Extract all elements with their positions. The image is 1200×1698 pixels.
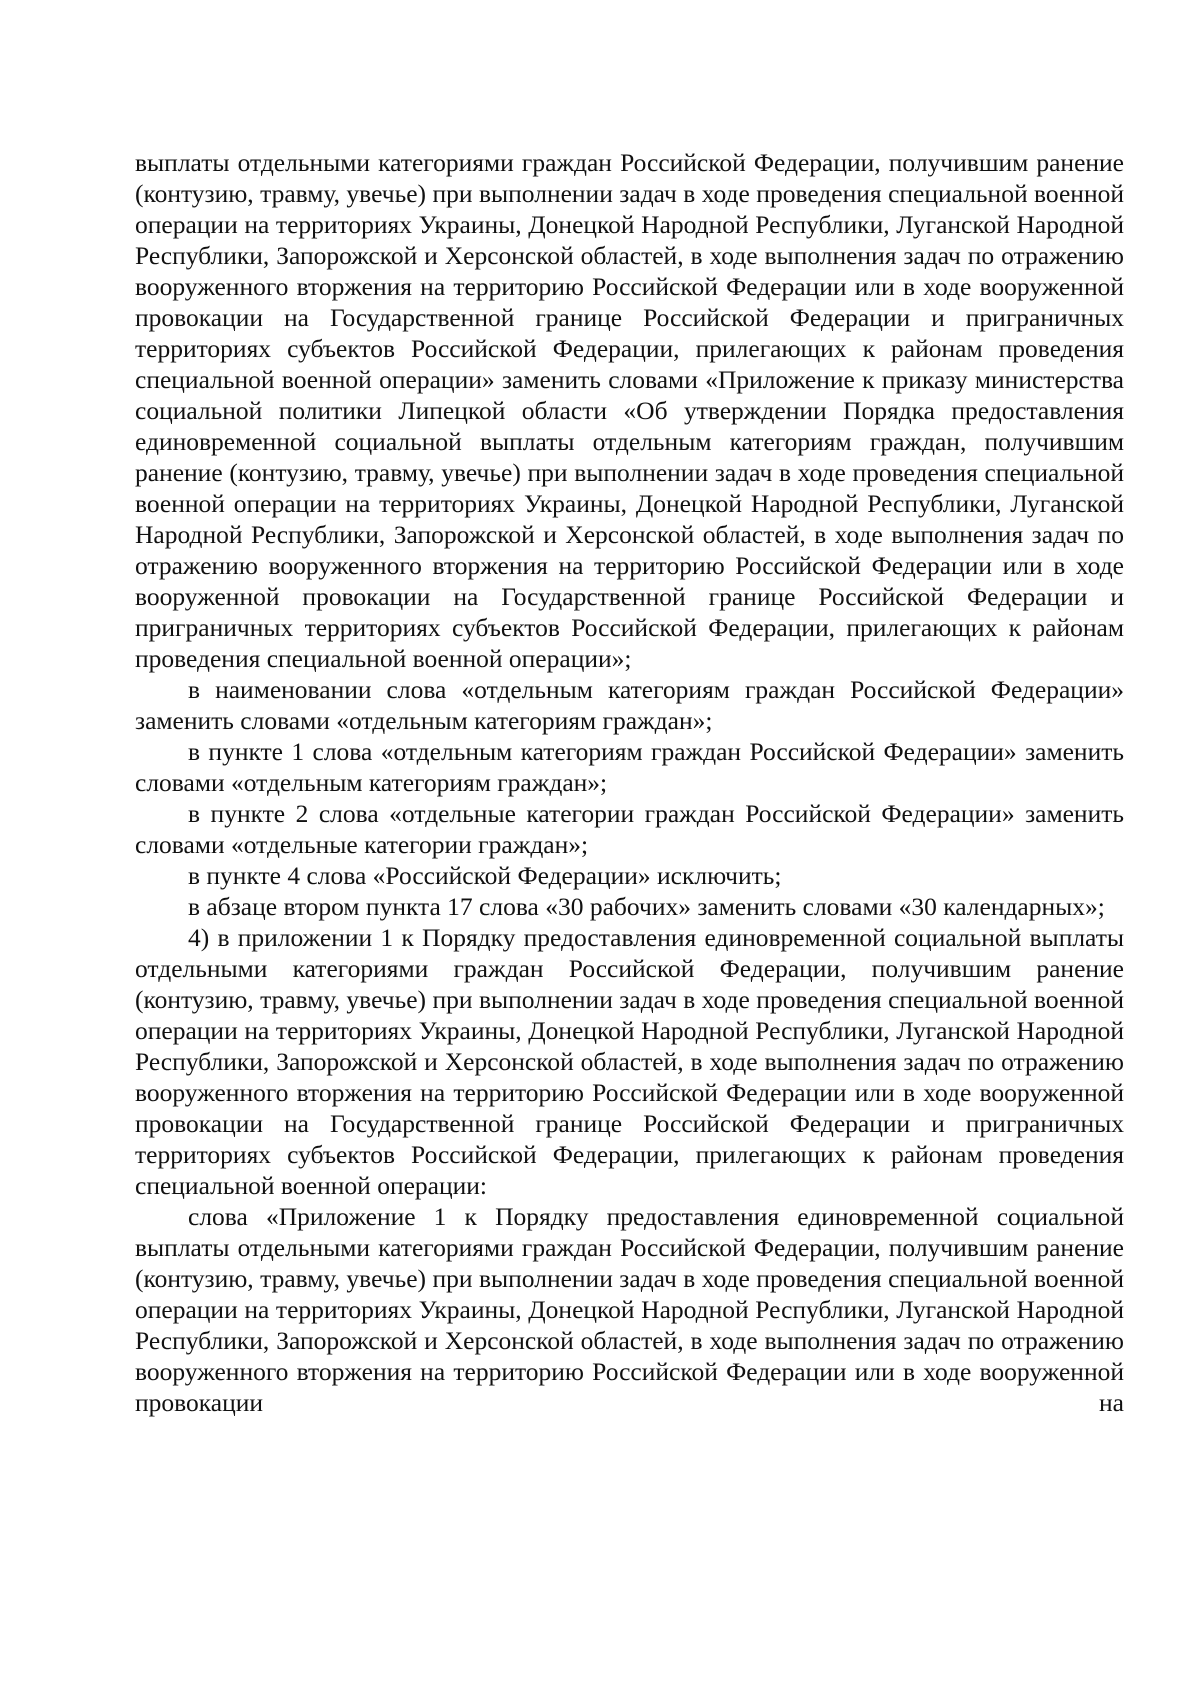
paragraph-item-4-change: в пункте 4 слова «Российской Федерации» исключить; [188, 861, 782, 890]
document-body [135, 147, 1124, 1418]
paragraph-naming-change: в наименовании слова «отдельным категориям граждан Российской Федерации» заменить словами «отдельным категориям граждан»; [135, 675, 1124, 735]
paragraph-appendix-1-words: слова «Приложение 1 к Порядку предоставления единовременной социальной выплаты отдельными категориями граждан Российской Федерации, получившим ранение (контузию, травму, увечье) при выполнении задач в ходе проведения специальной военной операции на территориях Украины, Донецкой Народной Республики, Луганской Народной Республики, Запорожской и Херсонской областей, в ходе выполнения задач по отражению вооруженного вторжения на территорию Российской Федерации или в ходе вооруженной провокации на [135, 1202, 1124, 1417]
paragraph-item-1-change: в пункте 1 слова «отдельным категориям граждан Российской Федерации» заменить словами «отдельным категориям граждан»; [135, 737, 1124, 797]
paragraph-item-2-change: в пункте 2 слова «отдельные категории граждан Российской Федерации» заменить словами «отдельные категории граждан»; [135, 799, 1124, 859]
paragraph-continuation: выплаты отдельными категориями граждан Российской Федерации, получившим ранение (контузию, травму, увечье) при выполнении задач в ходе проведения специальной военной операции на территориях Украины, Донецкой Народной Республики, Луганской Народной Республики, Запорожской и Херсонской областей, в ходе выполнения задач по отражению вооруженного вторжения на территорию Российской Федерации или в ходе вооруженной провокации на Государственной границе Российской Федерации и приграничных территориях субъектов Российской Федерации, прилегающих к районам проведения специальной военной операции» заменить словами «Приложение к приказу министерства социальной политики Липецкой области «Об утверждении Порядка предоставления единовременной социальной выплаты отдельным категориям граждан, получившим ранение (контузию, травму, увечье) при выполнении задач в ходе проведения специальной военной операции на территориях Украины, Донецкой Народной Республики, Луганской Народной Республики, Запорожской и Херсонской областей, в ходе выполнения задач по отражению вооруженного вторжения на территорию Российской Федерации или в ходе вооруженной провокации на Государственной границе Российской Федерации и приграничных территориях субъектов Российской Федерации, прилегающих к районам проведения специальной военной операции»; [135, 148, 1124, 673]
paragraph-appendix-1-intro: 4) в приложении 1 к Порядку предоставления единовременной социальной выплаты отдельными категориями граждан Российской Федерации, получившим ранение (контузию, травму, увечье) при выполнении задач в ходе проведения специальной военной операции на территориях Украины, Донецкой Народной Республики, Луганской Народной Республики, Запорожской и Херсонской областей, в ходе выполнения задач по отражению вооруженного вторжения на территорию Российской Федерации или в ходе вооруженной провокации на Государственной границе Российской Федерации и приграничных территориях субъектов Российской Федерации, прилегающих к районам проведения специальной военной операции: [135, 923, 1124, 1200]
paragraph-item-17-change: в абзаце втором пункта 17 слова «30 рабочих» заменить словами «30 календарных»; [188, 892, 1105, 921]
